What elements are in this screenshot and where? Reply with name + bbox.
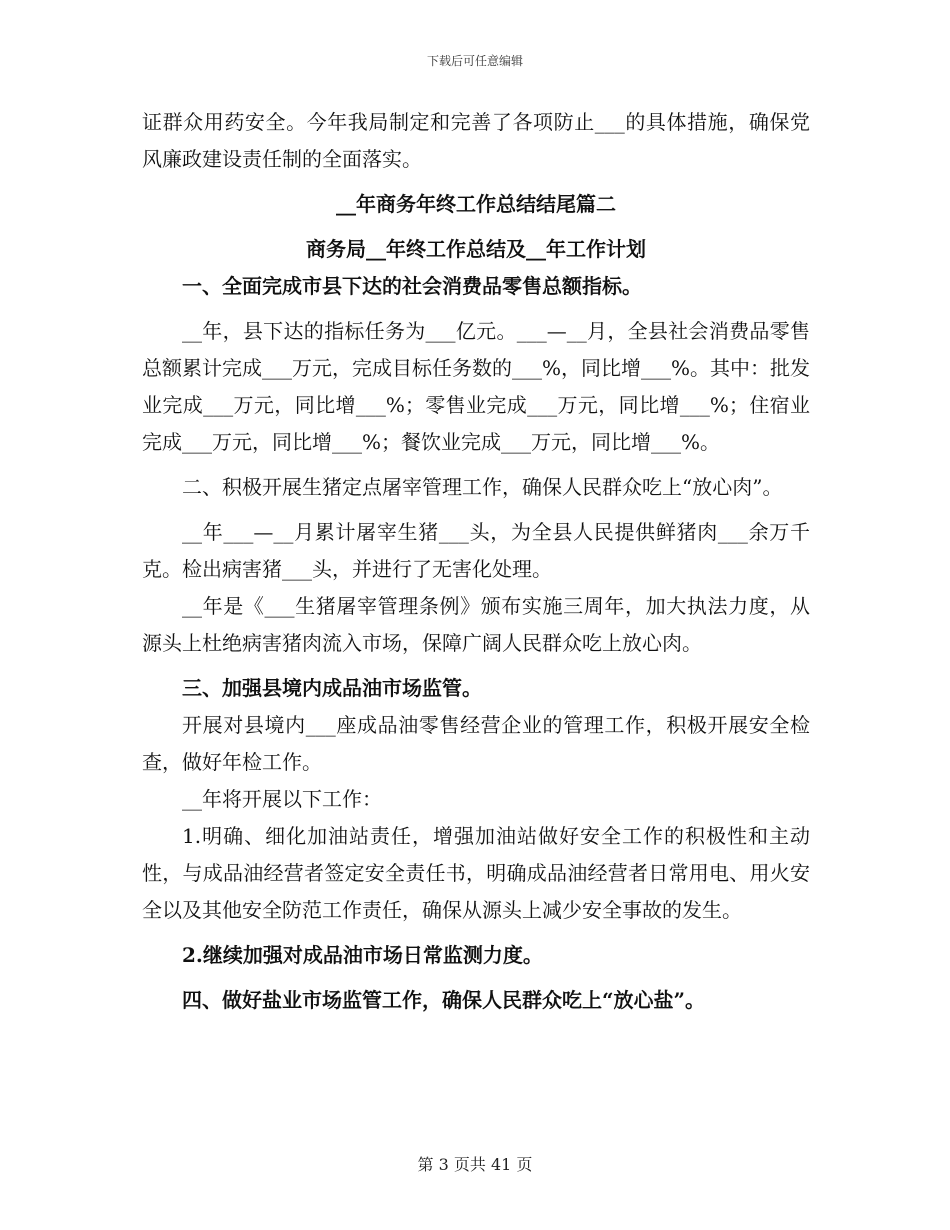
header-note: 下载后可任意编辑 [426,54,523,68]
paragraph-pig-slaughter: __年___—__月累计屠宰生猪___头，为全县人民提供鲜猪肉___余万千克。检出病害猪___头，并进行了无害化处理。 [142,520,810,581]
section-heading-2: 二、积极开展生猪定点屠宰管理工作，确保人民群众吃上“放心肉”。 [182,475,783,499]
paragraph-regulation: __年是《___生猪屠宰管理条例》颁布实施三周年，加大执法力度，从源头上杜绝病害猪肉流入市场，保障广阔人民群众吃上放心肉。 [142,594,810,655]
document-title: __年商务年终工作总结结尾篇二 [336,192,616,216]
section-heading-1: 一、全面完成市县下达的社会消费品零售总额指标。 [182,274,642,298]
page-footer: 第 3 页共 41 页 [417,1155,533,1174]
paragraph-plan-item-2: 2.继续加强对成品油市场日常监测力度。 [182,943,543,967]
section-heading-3: 三、加强县境内成品油市场监管。 [182,676,482,700]
paragraph-intro: 证群众用药安全。今年我局制定和完善了各项防止___的具体措施，确保党风廉政建设责任制的全面落实。 [142,110,810,171]
document-body [142,104,810,1019]
paragraph-plan-intro: __年将开展以下工作： [182,787,382,811]
paragraph-oil-market: 开展对县境内___座成品油零售经营企业的管理工作，积极开展安全检查，做好年检工作。 [142,713,810,774]
paragraph-plan-item-1: 1.明确、细化加油站责任，增强加油站做好安全工作的积极性和主动性，与成品油经营者签定安全责任书，明确成品油经营者日常用电、用火安全以及其他安全防范工作责任，确保从源头上减少安全事故的发生。 [142,824,810,922]
section-heading-4: 四、做好盐业市场监管工作，确保人民群众吃上“放心盐”。 [182,988,706,1012]
document-subtitle: 商务局__年终工作总结及__年工作计划 [306,237,646,261]
paragraph-retail-sales: __年，县下达的指标任务为___亿元。___—__月，全县社会消费品零售总额累计完成___万元，完成目标任务数的___%，同比增___%。其中：批发业完成___万元，同比增___%；零售业完成___万元，同比增___%；住宿业完成___万元，同比增___%；餐饮业完成___万元，同比增___%。 [142,319,811,454]
